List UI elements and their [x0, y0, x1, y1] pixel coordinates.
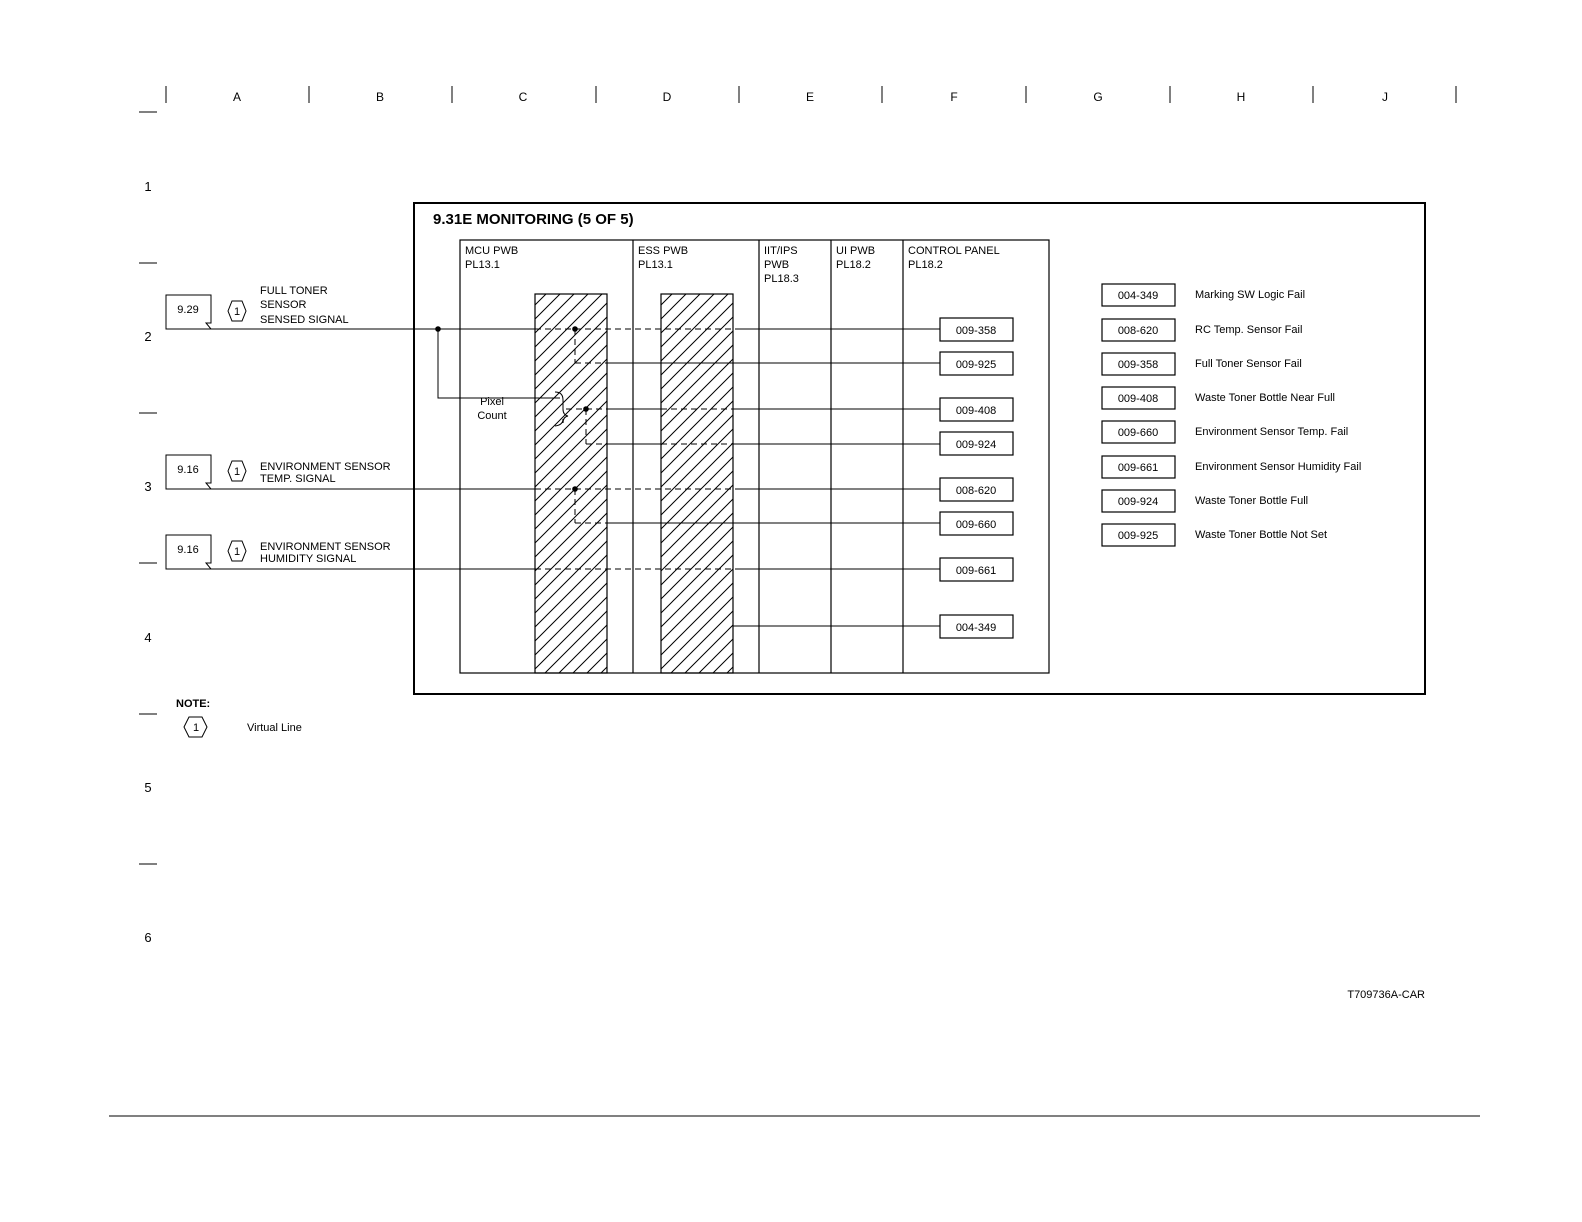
- iit-ips-pl: PL18.3: [764, 273, 799, 285]
- fault-code: 004-349: [955, 622, 997, 634]
- legend-description: Waste Toner Bottle Full: [1195, 495, 1309, 507]
- fault-code: 009-660: [955, 519, 997, 531]
- fault-code: 009-358: [955, 325, 997, 337]
- mcu-pwb-pl: PL13.1: [465, 259, 500, 271]
- virtual-line-number: 1: [233, 466, 241, 478]
- legend-code: 009-925: [1117, 530, 1159, 542]
- fault-output-009-661: [940, 558, 1013, 581]
- fault-output-009-924: [940, 432, 1013, 455]
- row-grid: [139, 112, 157, 945]
- legend-item: [1102, 353, 1302, 375]
- virtual-line-number: 1: [233, 546, 241, 558]
- signal-label: SENSOR: [260, 299, 307, 311]
- fault-code-legend: [1102, 284, 1361, 546]
- signal-ref-env-temp: [166, 455, 391, 489]
- figure-id: T709736A-CAR: [1347, 989, 1425, 1001]
- legend-item: [1102, 319, 1302, 341]
- legend-item: [1102, 387, 1335, 409]
- iit-ips-label: IIT/IPS: [764, 245, 798, 257]
- pixel-count-label-2: Count: [477, 410, 507, 422]
- legend-item: [1102, 490, 1308, 512]
- column-label-e: E: [805, 90, 815, 104]
- legend-code: 009-924: [1117, 496, 1159, 508]
- row-label-5: 5: [144, 780, 152, 795]
- column-label-h: H: [1236, 90, 1246, 104]
- legend-item: [1102, 524, 1327, 546]
- fault-output-008-620: [940, 478, 1013, 501]
- legend-description: Marking SW Logic Fail: [1195, 289, 1306, 301]
- row-label-2: 2: [144, 329, 152, 344]
- row-label-3: 3: [144, 479, 152, 494]
- fault-code: 009-924: [955, 439, 997, 451]
- signal-ref-full-toner: [166, 285, 349, 329]
- column-label-f: F: [950, 90, 958, 104]
- legend-code: 009-408: [1117, 393, 1159, 405]
- ess-logic-block: [661, 294, 733, 673]
- fault-output-009-358: [940, 318, 1013, 341]
- mcu-logic-block: [535, 294, 607, 673]
- legend-code: 009-661: [1117, 462, 1159, 474]
- note-title: NOTE:: [176, 698, 211, 710]
- mcu-pwb-label: MCU PWB: [465, 245, 519, 257]
- legend-code: 004-349: [1117, 290, 1159, 302]
- signal-label: ENVIRONMENT SENSOR: [260, 461, 391, 473]
- ess-pwb-label: ESS PWB: [638, 245, 689, 257]
- legend-description: Environment Sensor Humidity Fail: [1195, 461, 1362, 473]
- column-grid: [166, 86, 1456, 104]
- row-label-4: 4: [144, 630, 152, 645]
- control-panel-pl: PL18.2: [908, 259, 943, 271]
- row-label-1: 1: [144, 179, 152, 194]
- fault-code: 008-620: [955, 485, 997, 497]
- legend-code: 009-660: [1117, 427, 1159, 439]
- signal-label: SENSED SIGNAL: [260, 314, 349, 326]
- fault-code: 009-408: [955, 405, 997, 417]
- ess-pwb-pl: PL13.1: [638, 259, 673, 271]
- legend-description: Environment Sensor Temp. Fail: [1195, 426, 1349, 438]
- signal-label: TEMP. SIGNAL: [260, 473, 336, 485]
- ui-pwb-label: UI PWB: [836, 245, 876, 257]
- legend-code: 008-620: [1117, 325, 1159, 337]
- column-label-j: J: [1382, 90, 1388, 104]
- fault-code: 009-925: [955, 359, 997, 371]
- control-panel-label: CONTROL PANEL: [908, 245, 1000, 257]
- fault-output-boxes: [940, 318, 1013, 638]
- iit-ips-label-2: PWB: [764, 259, 790, 271]
- fault-output-009-925: [940, 352, 1013, 375]
- signal-ref-env-humidity: [166, 535, 391, 569]
- fault-code: 009-661: [955, 565, 997, 577]
- signal-label: FULL TONER: [260, 285, 328, 297]
- legend-code: 009-358: [1117, 359, 1159, 371]
- row-label-6: 6: [144, 930, 152, 945]
- column-label-d: D: [662, 90, 672, 104]
- fault-output-009-660: [940, 512, 1013, 535]
- column-label-c: C: [518, 90, 528, 104]
- legend-description: RC Temp. Sensor Fail: [1195, 324, 1303, 336]
- pixel-count-label: Pixel: [480, 396, 504, 408]
- legend-description: Waste Toner Bottle Not Set: [1195, 529, 1328, 541]
- legend-item: [1102, 456, 1361, 478]
- virtual-line-number: 1: [233, 306, 241, 318]
- signal-ref-number: 9.16: [177, 544, 199, 556]
- fault-output-004-349: [940, 615, 1013, 638]
- note-symbol: 1: [192, 722, 200, 734]
- signal-ref-number: 9.29: [177, 304, 199, 316]
- signal-label: HUMIDITY SIGNAL: [260, 553, 357, 565]
- column-label-g: G: [1093, 90, 1103, 104]
- column-label-a: A: [232, 90, 242, 104]
- fault-output-009-408: [940, 398, 1013, 421]
- signal-ref-number: 9.16: [177, 464, 199, 476]
- legend-description: Waste Toner Bottle Near Full: [1195, 392, 1336, 404]
- note-block: [176, 698, 302, 737]
- diagram-title: 9.31E MONITORING (5 OF 5): [433, 211, 634, 228]
- legend-description: Full Toner Sensor Fail: [1195, 358, 1302, 370]
- note-text: Virtual Line: [247, 722, 302, 734]
- legend-item: [1102, 284, 1305, 306]
- signal-label: ENVIRONMENT SENSOR: [260, 541, 391, 553]
- column-label-b: B: [375, 90, 385, 104]
- legend-item: [1102, 421, 1348, 443]
- ui-pwb-pl: PL18.2: [836, 259, 871, 271]
